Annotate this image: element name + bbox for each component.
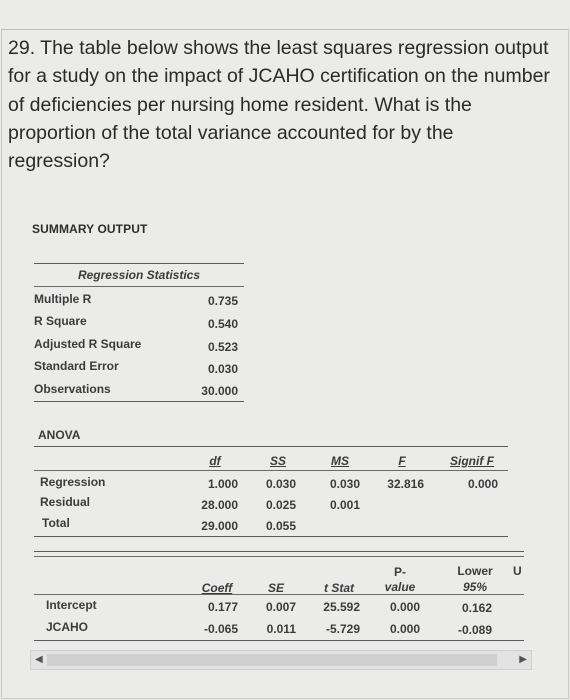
- coef-cell: 0.177: [207, 600, 238, 614]
- coef-header-p-bottom: value: [384, 580, 416, 594]
- anova-cell: 0.030: [265, 477, 296, 491]
- coef-row-label: JCAHO: [46, 620, 89, 634]
- stat-label: Observations: [34, 382, 111, 396]
- question-text: 29. The table below shows the least squares regression output for a study on the impact of JCAHO certification on the number of deficiencies per nursing home resident. What is the proportion of the total variance accounted for by the regression?: [8, 37, 550, 173]
- anova-header-signif-f: Signif F: [450, 454, 494, 468]
- coef-cell: -0.065: [203, 622, 238, 636]
- coef-row-label: Intercept: [46, 598, 97, 612]
- horizontal-scrollbar[interactable]: [30, 650, 532, 670]
- stat-value: 0.523: [207, 340, 238, 354]
- coef-header-p-top: P-: [394, 565, 406, 579]
- coef-header-upper: U: [513, 564, 522, 578]
- anova-cell: 0.025: [265, 498, 296, 512]
- coef-header-coeff: Coeff: [201, 581, 233, 595]
- anova-row-label: Regression: [40, 475, 106, 489]
- anova-header-f: F: [398, 454, 406, 468]
- anova-cell: 1.000: [207, 477, 238, 491]
- coef-header-lower-top: Lower: [457, 564, 493, 578]
- coef-cell: 25.592: [323, 600, 360, 614]
- table-rule: [34, 470, 508, 471]
- coef-cell: 0.162: [461, 601, 492, 615]
- coef-cell: 0.011: [266, 622, 296, 636]
- anova-cell: 29.000: [201, 519, 238, 533]
- table-rule: [34, 551, 524, 552]
- anova-header-df: df: [209, 454, 221, 468]
- table-rule: [34, 556, 524, 557]
- stat-label: R Square: [34, 314, 87, 328]
- coef-header-tstat: t Stat: [324, 581, 354, 595]
- scrollbar-thumb[interactable]: [47, 654, 497, 666]
- scroll-right-arrow-icon[interactable]: ▶: [519, 654, 527, 665]
- anova-cell: 0.030: [329, 477, 360, 491]
- stat-value: 0.735: [207, 294, 238, 308]
- anova-header-ms: MS: [331, 454, 349, 468]
- coef-header-lower-bottom: 95%: [462, 580, 488, 594]
- coef-cell: 0.000: [389, 622, 420, 636]
- table-rule: [34, 446, 508, 447]
- anova-cell: 0.001: [329, 498, 360, 512]
- scroll-left-arrow-icon[interactable]: ◀: [35, 654, 43, 665]
- stat-value: 0.540: [207, 317, 238, 331]
- coef-cell: 0.007: [265, 600, 296, 614]
- table-rule: [34, 263, 244, 264]
- regression-statistics-title: Regression Statistics: [77, 268, 201, 282]
- table-rule: [34, 640, 524, 641]
- table-rule: [34, 286, 244, 287]
- table-rule: [34, 401, 244, 402]
- coef-cell: -0.089: [457, 623, 492, 637]
- anova-title: ANOVA: [38, 428, 81, 442]
- anova-cell: 0.000: [467, 477, 498, 491]
- summary-output-title: SUMMARY OUTPUT: [32, 222, 148, 236]
- stat-value: 30.000: [201, 384, 238, 398]
- stat-label: Multiple R: [34, 292, 92, 306]
- table-rule: [34, 536, 508, 537]
- anova-cell: 28.000: [201, 498, 238, 512]
- stat-value: 0.030: [207, 362, 238, 376]
- anova-row-label: Total: [42, 516, 70, 530]
- anova-cell: 0.055: [265, 519, 296, 533]
- stat-label: Standard Error: [34, 359, 119, 373]
- coef-cell: 0.000: [389, 600, 420, 614]
- stat-label: Adjusted R Square: [34, 337, 142, 351]
- coef-header-se: SE: [267, 581, 284, 595]
- table-rule: [34, 594, 524, 595]
- anova-cell: 32.816: [387, 477, 424, 491]
- coef-cell: -5.729: [325, 622, 360, 636]
- anova-row-label: Residual: [40, 495, 91, 509]
- anova-header-ss: SS: [269, 454, 286, 468]
